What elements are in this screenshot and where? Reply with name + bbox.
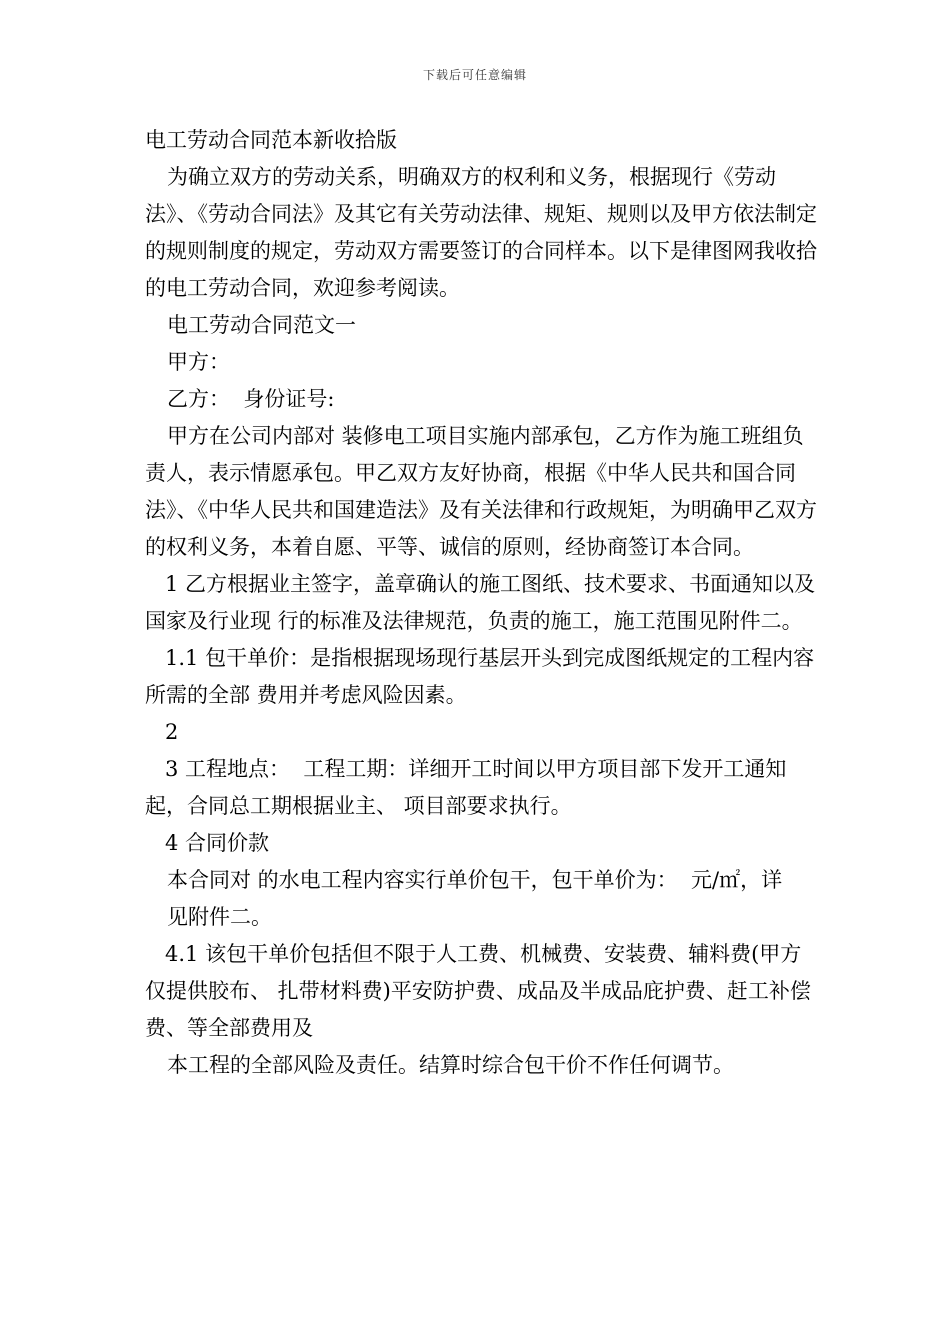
clause-4-heading: 4 合同价款 [165,831,270,855]
clause-2: 2 [165,720,179,744]
clause-1-1: 1.1 包干单价：是指根据现场现行基层开头到完成图纸规定的工程内容所需的全部 费用并考虑风险因素。 [145,646,815,707]
clause-4-body-continued: 见附件二。 [167,905,272,929]
document-body [145,122,820,1084]
section-heading: 电工劳动合同范文一 [167,313,356,337]
clause-1: 1 乙方根据业主签字，盖章确认的施工图纸、技术要求、书面通知以及国家及行业现 行的标准及法律规范，负责的施工，施工范围见附件二。 [145,572,816,633]
contract-paragraph: 甲方在公司内部对 装修电工项目实施内部承包，乙方作为施工班组负责人，表示情愿承包。甲乙双方友好协商，根据《中华人民共和国合同法》、《中华人民共和国建造法》及有关法律和行政规矩，为明确甲乙双方的权利义务，本着自愿、平等、诚信的原则，经协商签订本合同。 [145,424,817,559]
party-a-line: 甲方： [167,350,230,374]
clause-4-1-tail: 本工程的全部风险及责任。结算时综合包干价不作任何调节。 [167,1053,734,1077]
party-b-line: 乙方： 身份证号: [167,387,335,411]
clause-4-1: 4.1 该包干单价包括但不限于人工费、机械费、安装费、辅料费(甲方仅提供胶布、 扎带材料费)平安防护费、成品及半成品庇护费、赶工补偿费、等全部费用及 [145,942,811,1040]
clause-4-body: 本合同对 的水电工程内容实行单价包干，包干单价为： 元/㎡，详 [167,868,783,892]
header-note: 下载后可任意编辑 [422,68,527,82]
document-title: 电工劳动合同范本新收拾版 [145,128,397,152]
intro-paragraph: 为确立双方的劳动关系，明确双方的权利和义务，根据现行《劳动法》、《劳动合同法》及其它有关劳动法律、规矩、规则以及甲方依法制定的规则制度的规定，劳动双方需要签订的合同样本。以下是律图网我收拾的电工劳动合同，欢迎参考阅读。 [145,165,817,300]
clause-3: 3 工程地点： 工程工期：详细开工时间以甲方项目部下发开工通知起，合同总工期根据业主、 项目部要求执行。 [145,757,787,818]
